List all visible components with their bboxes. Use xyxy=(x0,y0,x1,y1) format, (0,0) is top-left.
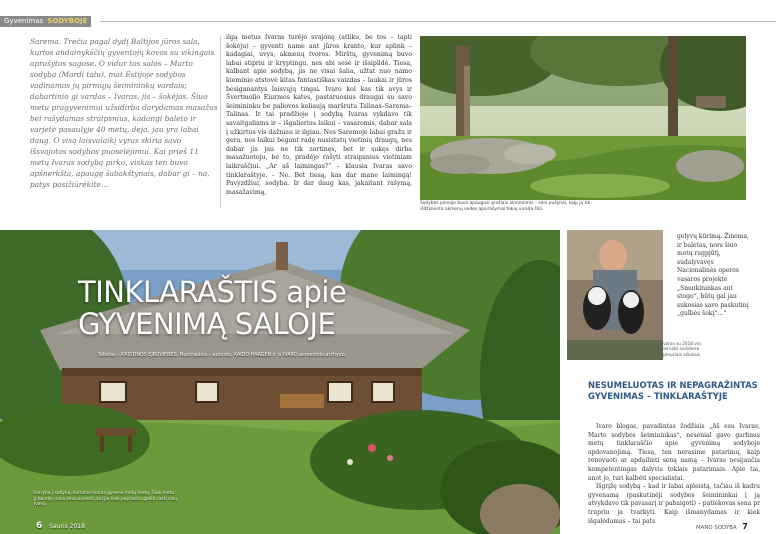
body-paragraph: Ivaro blogas, pavadintas žodžiais „Aš esu Ivaras, Marto sodybos šeimininkas“, nesenial gavo garbaus metų tinklaraščio apie gyvenimą sodyboje apdovanojimą. Tiesa, ten nerasime patarimų, kaip renovuoti ar apdailinti seną namą – Ivaras nesijaučia kompetentingas dalyvis tokiais patarimais. Apie tai, anot jo, turi kalbėti specialistai. xyxy=(588,423,760,482)
section-label-accent: SODYBOJE xyxy=(47,17,88,25)
goats-photo xyxy=(567,230,663,360)
page-footer-left xyxy=(36,521,85,531)
page-number-left: 6 xyxy=(36,521,43,531)
intro-paragraph: Sarema. Trečia pagal dydį Baltijos jūros sala, kurios andainykščių gyventojų kovos su vikingais aprašytos sagose. O vidur tos salos – Marto sodyba (Mardi talu), mat Estijoje sodybos vadinamos jų pirmųjų šeimininkų vardais; dabartinio gi vardas – Ivaras, jis – šokėjas. Šiuo metu pragyvenimui užsidirba darydamas masažus bei rašydamas straipsnius, kadangi baleto ir varjetė pasaulyje 40 metų, deja, jau yra labai daug. O visą laisvalaikį vyras skiria savo išsvajotos sodybos puoselėjimui. Kai prieš 11 metų Ivaras sodybą pirko, viskas ten buvo apšnerkšta, apaugę šabakštynais, dabar gi – na, patys pasižiūrėkite… xyxy=(30,37,218,189)
article-credit: Tekstas – KRISTINOS EJKOVIENĖS. Nuotraukos – autorės, KAIDO HAAGEN ir iš IVARO asmeninio archyvo. xyxy=(98,353,347,358)
section-tag xyxy=(0,16,91,27)
goats-photo-caption xyxy=(654,340,712,357)
page-number-right: 7 xyxy=(742,522,748,531)
page-footer-right xyxy=(696,522,748,531)
header-rule xyxy=(100,21,776,22)
garden-photo xyxy=(420,36,746,200)
article-title xyxy=(78,276,346,340)
title-line-2: GYVENIMĄ SALOJE xyxy=(78,307,336,341)
section-label: Gyvenimas xyxy=(4,17,44,25)
goats-caption-text: Ivaras su 2018 vos pernakt sodybose gimusiais ožiukais. xyxy=(662,341,702,357)
issue-label: Sauris 2018 xyxy=(49,523,85,530)
continued-text: gelyvų kūrimą. Žinoma, ir baletas, nors šiuo metų rugpjūtį, sudalyvavęs Nacionalinės operos vasaros projekte „Smuikininkas ant stogo“, būtų gal jau sukosias savo paskutinį „gulbės šokį“…“ xyxy=(677,233,749,318)
house-photo-caption: Ivaryba į sodybą, kuriame Ivaras gyveno metų metų. Šiuo metu jį bandys savo tėvu suvesti, kai jie kiek paprastai galėti rasti visų Ivarų. xyxy=(34,491,177,508)
caption-pointer-icon: ◄ xyxy=(654,340,659,347)
garden-photo-caption: Sodybos pievoje buvo apaugusi gražiais akmenimis – seni pušynai, kaip jų tik išdžiovinta akmenų vedęs apsirašymai tokių visada šilū. xyxy=(420,201,591,212)
body-column-middle: ilgą metus Ivaras turėjo svajonę (atliku, be tos – tapti šokėju) – gyventi name ant jūros kranto, kur aplink – kadagiai, uvys, akmenų tvoros. Mirštų, gyvenimą buvo labai stipriu ir kryptingu, nes abi sesė ir išsipildė. Tiesa, kalbant apie sodybą, jis ne visai šalia, užtat nuo namo kieminio atstovė kitas fantastiškas vaizdas – laukai ir jūros besiganantys laisvųjų tingai. Ivaro kol kas tik avys ir Švertmolio Eiurmos kates, pastaruosius draugai su savo šeimininku be paliovos keliaują maršrutu Talinas–Sarema–Talinas. Ir tai pradžioje į sodybą Ivaras vykdavo tik savaitgaliams ir – išgalierius laikui – vasaromis, dabar sala į užkirtus vis dažniau ir ilgiau. Nes Saremoje labai gražu ir gera, nes laikui bėgant radę nusistatų vietinių draugų, nes dabar jis jau ne tik zortinęs, bet ir sukęs dirba masažuotoju, be to, pradėjo rašyti straipsnius vietiniam laikraščiui. „Ar aš laimingas?“ – klausia Ivaras savo tinklaraštyje. – Ne. Bet tiesą, kas dar mane laimingą! Pavyzdžiui, sodyba. Ir dar daug kas, jakaitant rašymą, masažavimą, xyxy=(226,34,412,196)
title-line-1: TINKLARAŠTIS apie xyxy=(78,275,347,309)
section-headline: NESUMELUOTAS IR NEPAGRAŽINTAS GYVENIMAS – TINKLARAŠTYJE xyxy=(588,380,758,401)
magazine-label: MANO SODYBA xyxy=(696,525,737,531)
column-divider xyxy=(220,36,221,208)
body-paragraph: Išgrįžę sodybą – kad ir labai apleistą, tačiau iš kadru gyvenamą (paskutinėji sodybos šeimininkai į ją atvykdavo tik pavasarį ir pabaigoti) – patiekovas sena pr trupriu ja tvarkyti. Kaip išmanydamas ir kiek išgalėdamas – tai pats xyxy=(588,483,760,525)
body-column-right xyxy=(588,423,760,526)
